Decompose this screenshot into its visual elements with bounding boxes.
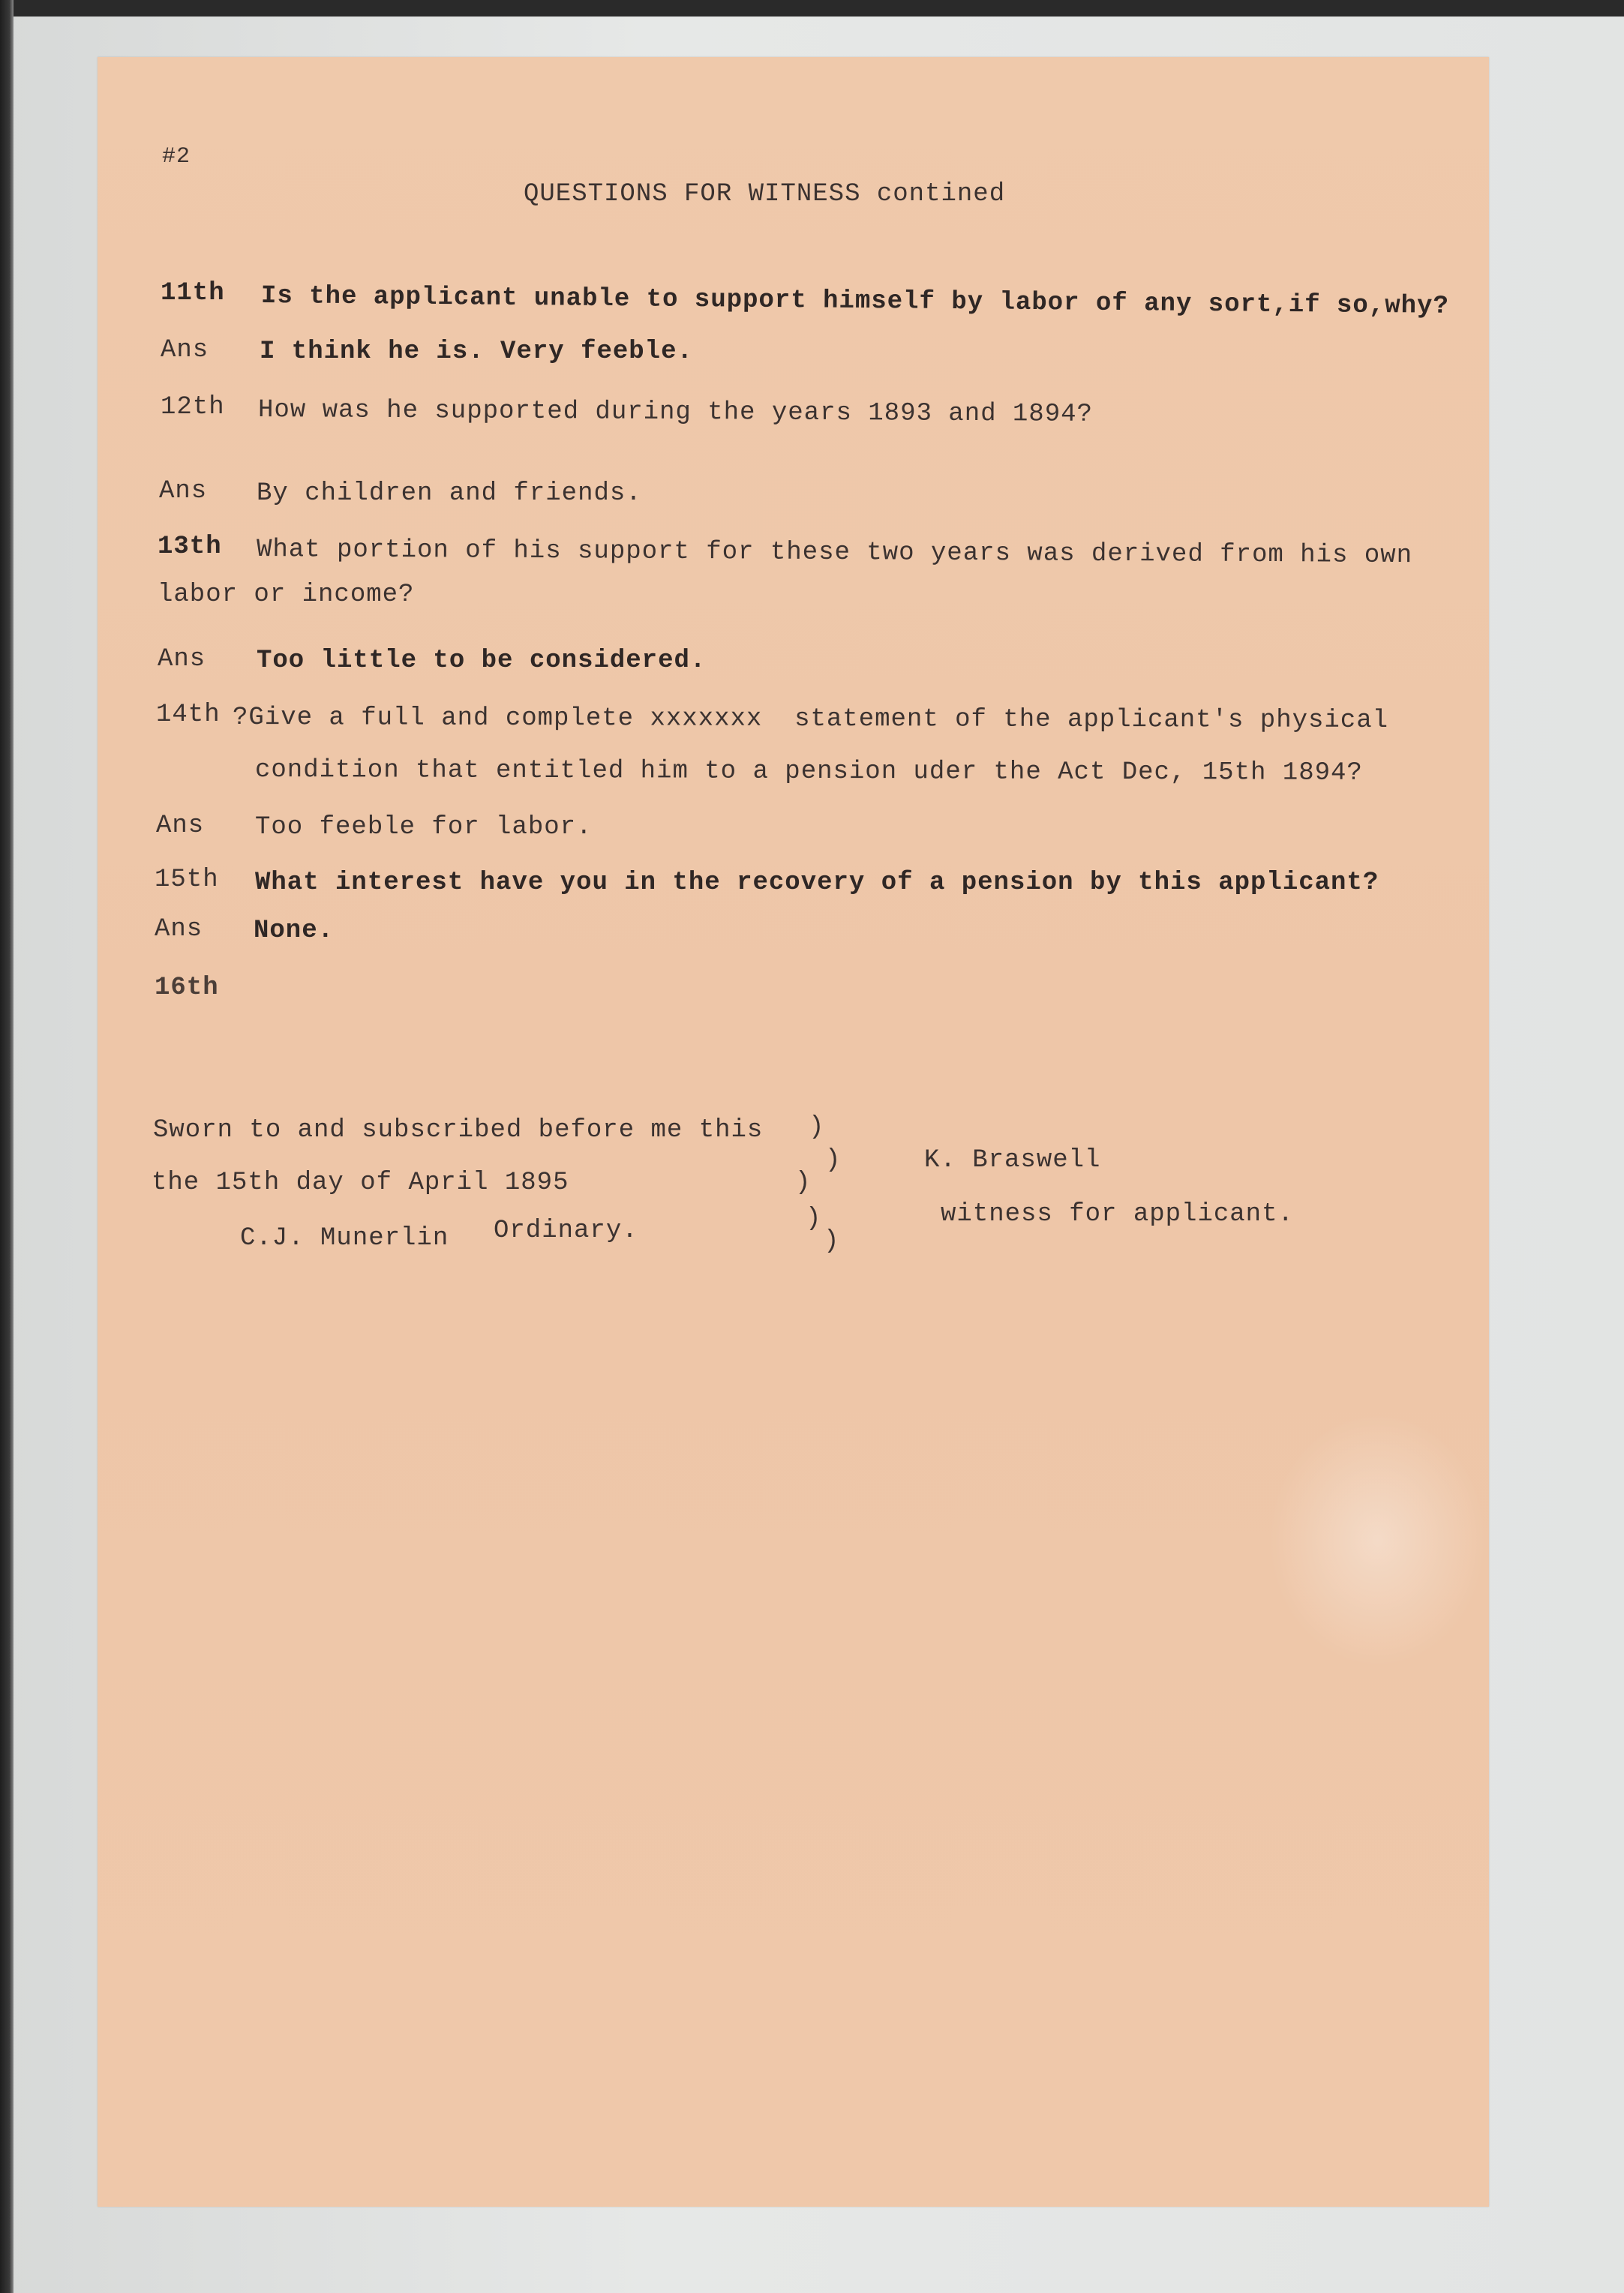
jurat-line-2: the 15th day of April 1895 (152, 1169, 569, 1197)
answer-text: By children and friends. (257, 479, 642, 508)
question-label: 14th (156, 701, 221, 729)
question-text: ?Give a full and complete xxxxxxx statement of the applicant's physical (232, 704, 1389, 736)
officer-name: C.J. Munerlin (240, 1224, 449, 1253)
bracket-mark: ) (825, 1146, 841, 1175)
answer-label: Ans (155, 915, 203, 944)
answer-label: Ans (158, 645, 206, 674)
question-label: 11th (161, 279, 225, 308)
question-text: What interest have you in the recovery of a pension by this applicant? (255, 869, 1379, 897)
answer-text: None. (254, 917, 335, 945)
question-label: 15th (155, 866, 219, 894)
officer-title: Ordinary. (494, 1217, 638, 1245)
answer-label: Ans (159, 477, 208, 506)
jurat-line-1: Sworn to and subscribed before me this (153, 1116, 764, 1145)
question-text: How was he supported during the years 1893 and 1894? (257, 396, 1094, 429)
witness-name: K. Braswell (924, 1146, 1101, 1175)
bracket-mark: ) (809, 1113, 824, 1142)
answer-label: Ans (156, 812, 205, 840)
page-number: #2 (162, 144, 191, 170)
document-page (98, 57, 1489, 2207)
question-label: 16th (155, 974, 219, 1002)
answer-label: Ans (161, 336, 209, 365)
bracket-mark: ) (795, 1169, 811, 1197)
bracket-mark: ) (824, 1227, 839, 1256)
answer-text: Too feeble for labor. (255, 813, 593, 842)
answer-text: Too little to be considered. (257, 647, 707, 675)
scan-top-edge (0, 0, 1624, 17)
witness-role: witness for applicant. (941, 1200, 1294, 1229)
question-label: 13th (158, 533, 222, 561)
question-text: Is the applicant unable to support himself by labor of any sort,if so,why? (260, 282, 1449, 321)
scan-left-edge (0, 0, 14, 2293)
bracket-mark: ) (806, 1205, 821, 1233)
answer-text: I think he is. Very feeble. (260, 338, 693, 366)
question-text: What portion of his support for these two years was derived from his own (256, 536, 1413, 571)
question-text-continued: labor or income? (158, 581, 415, 609)
question-text-continued: condition that entitled him to a pension uder the Act Dec, 15th 1894? (254, 756, 1363, 788)
question-label: 12th (161, 393, 225, 422)
page-title: QUESTIONS FOR WITNESS contined (524, 180, 1006, 209)
